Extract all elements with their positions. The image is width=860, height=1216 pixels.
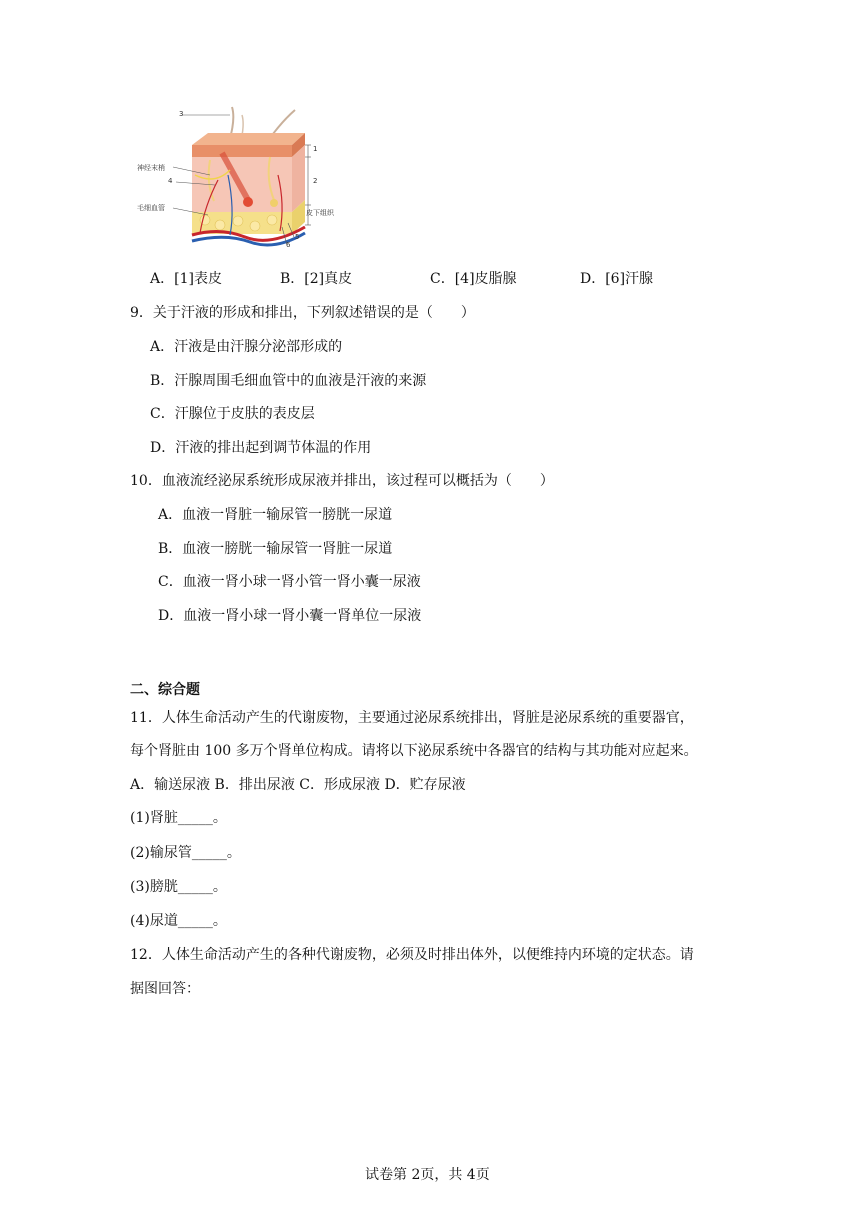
q11-stem-line2: 每个肾脏由 100 多万个肾单位构成。请将以下泌尿系统中各器官的结构与其功能对应起来。 <box>130 743 698 759</box>
label-subcutaneous: 皮下组织 <box>306 209 334 217</box>
skin-diagram <box>137 105 345 255</box>
q11-choices: A．输送尿液 B．排出尿液 C．形成尿液 D．贮存尿液 <box>130 777 466 793</box>
q10-option-b: B．血液一膀胱一输尿管一肾脏一尿道 <box>158 541 393 557</box>
q8-option-b: B．[2]真皮 <box>280 271 353 287</box>
q9-stem: 9．关于汗液的形成和排出，下列叙述错误的是（ ） <box>130 305 475 321</box>
q10-stem: 10．血液流经泌尿系统形成尿液并排出，该过程可以概括为（ ） <box>130 473 554 489</box>
label-1: 1 <box>313 145 318 153</box>
q10-option-a: A．血液一肾脏一输尿管一膀胱一尿道 <box>158 507 393 523</box>
label-6: 6 <box>286 241 291 249</box>
q8-option-a: A．[1]表皮 <box>150 271 222 287</box>
q11-stem-line1: 11．人体生命活动产生的代谢废物，主要通过泌尿系统排出，肾脏是泌尿系统的重要器官， <box>130 710 694 726</box>
q10-option-d: D．血液一肾小球一肾小囊一肾单位一尿液 <box>158 608 422 624</box>
label-nerve-ending: 神经末梢 <box>137 164 165 172</box>
section-title: 二、综合题 <box>130 682 200 698</box>
page-footer: 试卷第 2页，共 4页 <box>365 1167 490 1183</box>
q12-stem-line1: 12．人体生命活动产生的各种代谢废物，必须及时排出体外，以便维持内环境的定状态。请 <box>130 947 694 963</box>
q8-option-d: D．[6]汗腺 <box>580 271 654 287</box>
q10-option-c: C．血液一肾小球一肾小管一肾小囊一尿液 <box>158 574 421 590</box>
q12-stem-line2: 据图回答： <box>130 981 200 997</box>
q9-option-c: C．汗腺位于皮肤的表皮层 <box>150 406 315 422</box>
label-2: 2 <box>313 177 318 185</box>
q11-item-4: (4)尿道_____。 <box>130 913 227 929</box>
q9-option-a: A．汗液是由汗腺分泌部形成的 <box>150 339 343 355</box>
q11-item-1: (1)肾脏_____。 <box>130 810 227 826</box>
skin-diagram-drawing <box>170 105 345 255</box>
q8-option-c: C．[4]皮脂腺 <box>430 271 517 287</box>
q9-option-d: D．汗液的排出起到调节体温的作用 <box>150 440 372 456</box>
q11-item-2: (2)输尿管_____。 <box>130 845 241 861</box>
label-5: 5 <box>295 233 300 241</box>
label-capillary: 毛细血管 <box>137 204 165 212</box>
q11-item-3: (3)膀胱_____。 <box>130 879 227 895</box>
label-4: 4 <box>168 177 173 185</box>
q9-option-b: B．汗腺周围毛细血管中的血液是汗液的来源 <box>150 373 427 389</box>
label-3: 3 <box>179 110 184 118</box>
